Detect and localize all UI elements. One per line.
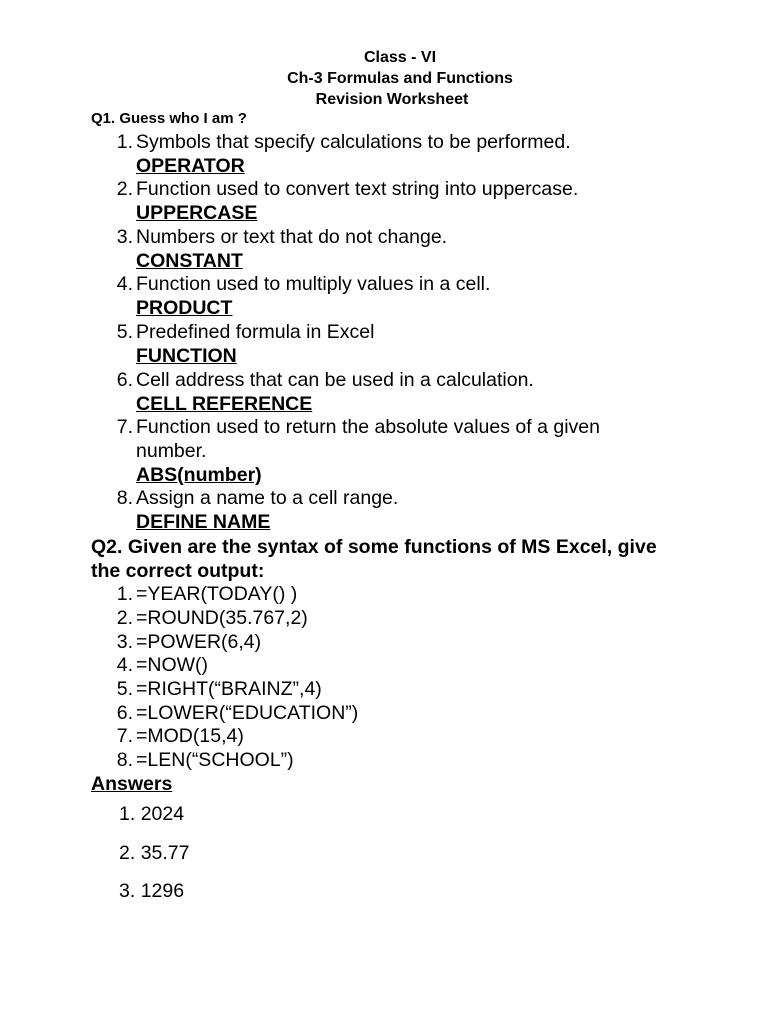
- q1-item-number: 5.: [116, 321, 133, 343]
- q1-item-question: Assign a name to a cell range.: [136, 487, 399, 509]
- q1-title: Q1. Guess who I am ?: [91, 110, 247, 127]
- q1-item-answer: PRODUCT: [136, 297, 233, 319]
- answer-item: [119, 802, 184, 826]
- q1-item-number: 8.: [116, 487, 133, 509]
- q1-item-question: Symbols that specify calculations to be performed.: [136, 131, 571, 153]
- q2-item-formula: =NOW(): [136, 654, 209, 676]
- worksheet-title: Revision Worksheet: [315, 91, 469, 108]
- q1-item-answer: CONSTANT: [136, 250, 243, 272]
- q2-item-number: 5.: [116, 678, 133, 700]
- answer-item-number: 2.: [119, 842, 136, 864]
- q1-item-answer: UPPERCASE: [136, 202, 258, 224]
- q1-item-question: Function used to return the absolute values of a given: [136, 416, 600, 438]
- q1-item-number: 2.: [116, 178, 133, 200]
- q1-item-question: Numbers or text that do not change.: [136, 226, 448, 248]
- q2-item-number: 1.: [116, 583, 133, 605]
- q2-item-number: 3.: [116, 631, 133, 653]
- answer-item: [119, 841, 190, 865]
- q1-item-question: Predefined formula in Excel: [136, 321, 375, 343]
- q1-item-number: 4.: [116, 273, 133, 295]
- answer-item: [119, 879, 184, 903]
- q1-item-question: Cell address that can be used in a calculation.: [136, 369, 534, 391]
- answer-item-value: 35.77: [140, 842, 190, 864]
- q1-item-number: 6.: [116, 369, 133, 391]
- q2-item-formula: =ROUND(35.767,2): [136, 607, 308, 629]
- q2-item-formula: =RIGHT(“BRAINZ”,4): [136, 678, 322, 700]
- q1-item-answer: OPERATOR: [136, 155, 245, 177]
- q1-item-number: 1.: [116, 131, 133, 153]
- q2-title: Q2. Given are the syntax of some functions of MS Excel, give the correct output:: [91, 536, 657, 582]
- answer-item-value: 2024: [140, 803, 185, 825]
- q1-item-answer: ABS(number): [136, 464, 262, 486]
- worksheet-class: Class - VI: [363, 49, 437, 66]
- q1-item-answer: CELL REFERENCE: [136, 393, 313, 415]
- q2-item-formula: =YEAR(TODAY() ): [136, 583, 298, 605]
- q1-item-question-continuation: number.: [136, 440, 207, 462]
- worksheet-chapter: Ch-3 Formulas and Functions: [287, 70, 513, 87]
- answer-item-number: 1.: [119, 803, 136, 825]
- q2-item-number: 7.: [116, 725, 133, 747]
- answer-item-number: 3.: [119, 880, 136, 902]
- q1-item-number: 3.: [116, 226, 133, 248]
- q2-item-formula: =POWER(6,4): [136, 631, 262, 653]
- q2-item-number: 8.: [116, 749, 133, 771]
- answer-item-value: 1296: [140, 880, 185, 902]
- q1-item-number: 7.: [116, 416, 133, 438]
- q2-item-formula: =LEN(“SCHOOL”): [136, 749, 294, 771]
- q1-item-question: Function used to convert text string into uppercase.: [136, 178, 579, 200]
- answers-heading: Answers: [91, 773, 173, 795]
- q2-item-number: 2.: [116, 607, 133, 629]
- q2-item-number: 6.: [116, 702, 133, 724]
- q1-item-question: Function used to multiply values in a cell.: [136, 273, 491, 295]
- q1-item-answer: DEFINE NAME: [136, 511, 271, 533]
- q2-item-formula: =MOD(15,4): [136, 725, 244, 747]
- q2-item-formula: =LOWER(“EDUCATION”): [136, 702, 359, 724]
- q1-item-answer: FUNCTION: [136, 345, 237, 367]
- q2-item-number: 4.: [116, 654, 133, 676]
